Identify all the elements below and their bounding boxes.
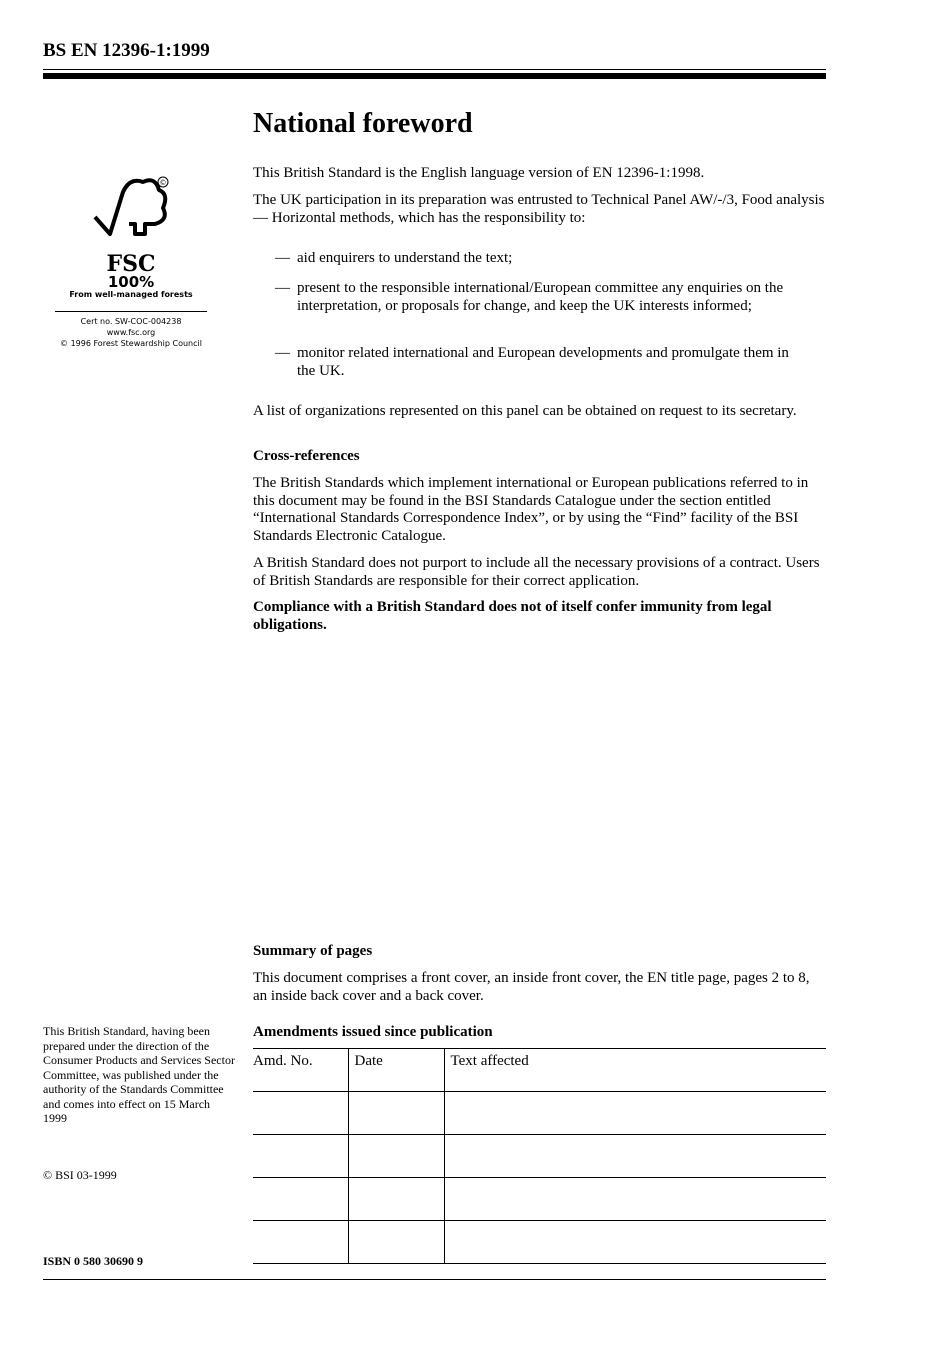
table-cell bbox=[348, 1092, 444, 1135]
table-cell bbox=[444, 1178, 826, 1221]
isbn: ISBN 0 580 30690 9 bbox=[43, 1254, 144, 1268]
fsc-percent: 100% bbox=[107, 273, 155, 291]
table-cell bbox=[253, 1135, 348, 1178]
amendments-table bbox=[253, 1048, 826, 1264]
table-cell bbox=[348, 1221, 444, 1264]
compliance-statement: Compliance with a British Standard does not of itself confer immunity from legal obligations. bbox=[253, 599, 772, 633]
list-item bbox=[275, 345, 805, 380]
document-id: BS EN 12396-1:1999 bbox=[43, 40, 210, 61]
table-cell bbox=[348, 1135, 444, 1178]
fsc-logo bbox=[55, 172, 207, 349]
publication-note: This British Standard, having been prepared under the direction of the Consumer Products and Services Sector Committee, was published under the authority of the Standards Committee and comes into effect on 15 March 1999 bbox=[43, 1024, 235, 1125]
fsc-name: FSC bbox=[106, 251, 156, 277]
fsc-url: www.fsc.org bbox=[106, 328, 156, 337]
fsc-tagline: From well-managed forests bbox=[69, 290, 193, 299]
table-header-row bbox=[253, 1049, 826, 1092]
table-row bbox=[253, 1221, 826, 1264]
table-cell bbox=[348, 1178, 444, 1221]
dash: — bbox=[275, 345, 290, 361]
paragraph: This document comprises a front cover, an inside front cover, the EN title page, pages 2 to 8, an inside back cover and a back cover. bbox=[253, 970, 810, 1004]
dash: — bbox=[275, 250, 290, 266]
fsc-divider bbox=[55, 311, 207, 312]
header-rule-thick bbox=[43, 73, 826, 79]
footer-rule bbox=[43, 1279, 826, 1280]
table-cell bbox=[253, 1092, 348, 1135]
table-row bbox=[253, 1178, 826, 1221]
table-cell bbox=[444, 1221, 826, 1264]
paragraph: A list of organizations represented on this panel can be obtained on request to its secretary. bbox=[253, 403, 797, 419]
table-row bbox=[253, 1135, 826, 1178]
fsc-council: © 1996 Forest Stewardship Council bbox=[60, 339, 202, 348]
table-cell bbox=[253, 1178, 348, 1221]
paragraph: The UK participation in its preparation was entrusted to Technical Panel AW/-/3, Food analysis — Horizontal methods, which has the responsibility to: bbox=[253, 192, 825, 226]
column-header: Date bbox=[348, 1049, 444, 1092]
table-cell bbox=[253, 1221, 348, 1264]
fsc-cert: Cert no. SW-COC-004238 bbox=[80, 317, 182, 326]
fsc-tree-icon bbox=[55, 172, 207, 250]
svg-text:©: © bbox=[159, 179, 167, 187]
list-item bbox=[275, 250, 826, 268]
paragraph: This British Standard is the English language version of EN 12396-1:1998. bbox=[253, 165, 705, 181]
section-heading: Amendments issued since publication bbox=[253, 1024, 493, 1040]
header-rule-thin bbox=[43, 69, 826, 70]
column-header: Text affected bbox=[444, 1049, 826, 1092]
table-cell bbox=[444, 1092, 826, 1135]
table-cell bbox=[444, 1135, 826, 1178]
copyright: © BSI 03-1999 bbox=[43, 1168, 117, 1182]
page-title: National foreword bbox=[253, 108, 473, 139]
section-heading: Cross-references bbox=[253, 448, 360, 464]
dash: — bbox=[275, 280, 290, 296]
list-item-text: aid enquirers to understand the text; bbox=[297, 250, 513, 266]
table-row bbox=[253, 1092, 826, 1135]
list-item-text: monitor related international and European developments and promulgate them in the UK. bbox=[297, 345, 789, 379]
column-header: Amd. No. bbox=[253, 1049, 348, 1092]
paragraph: A British Standard does not purport to include all the necessary provisions of a contract. Users of British Standards are responsible for their correct application. bbox=[253, 555, 820, 589]
list-item bbox=[275, 280, 805, 315]
list-item-text: present to the responsible international/European committee any enquiries on the interpretation, or proposals for change, and keep the UK interests informed; bbox=[297, 280, 784, 314]
paragraph: The British Standards which implement international or European publications referred to in this document may be found in the BSI Standards Catalogue under the section entitled “International Standards Correspondence Index”, or by using the “Find” facility of the BSI Standards Electronic Catalogue. bbox=[253, 475, 809, 544]
section-heading: Summary of pages bbox=[253, 943, 373, 959]
